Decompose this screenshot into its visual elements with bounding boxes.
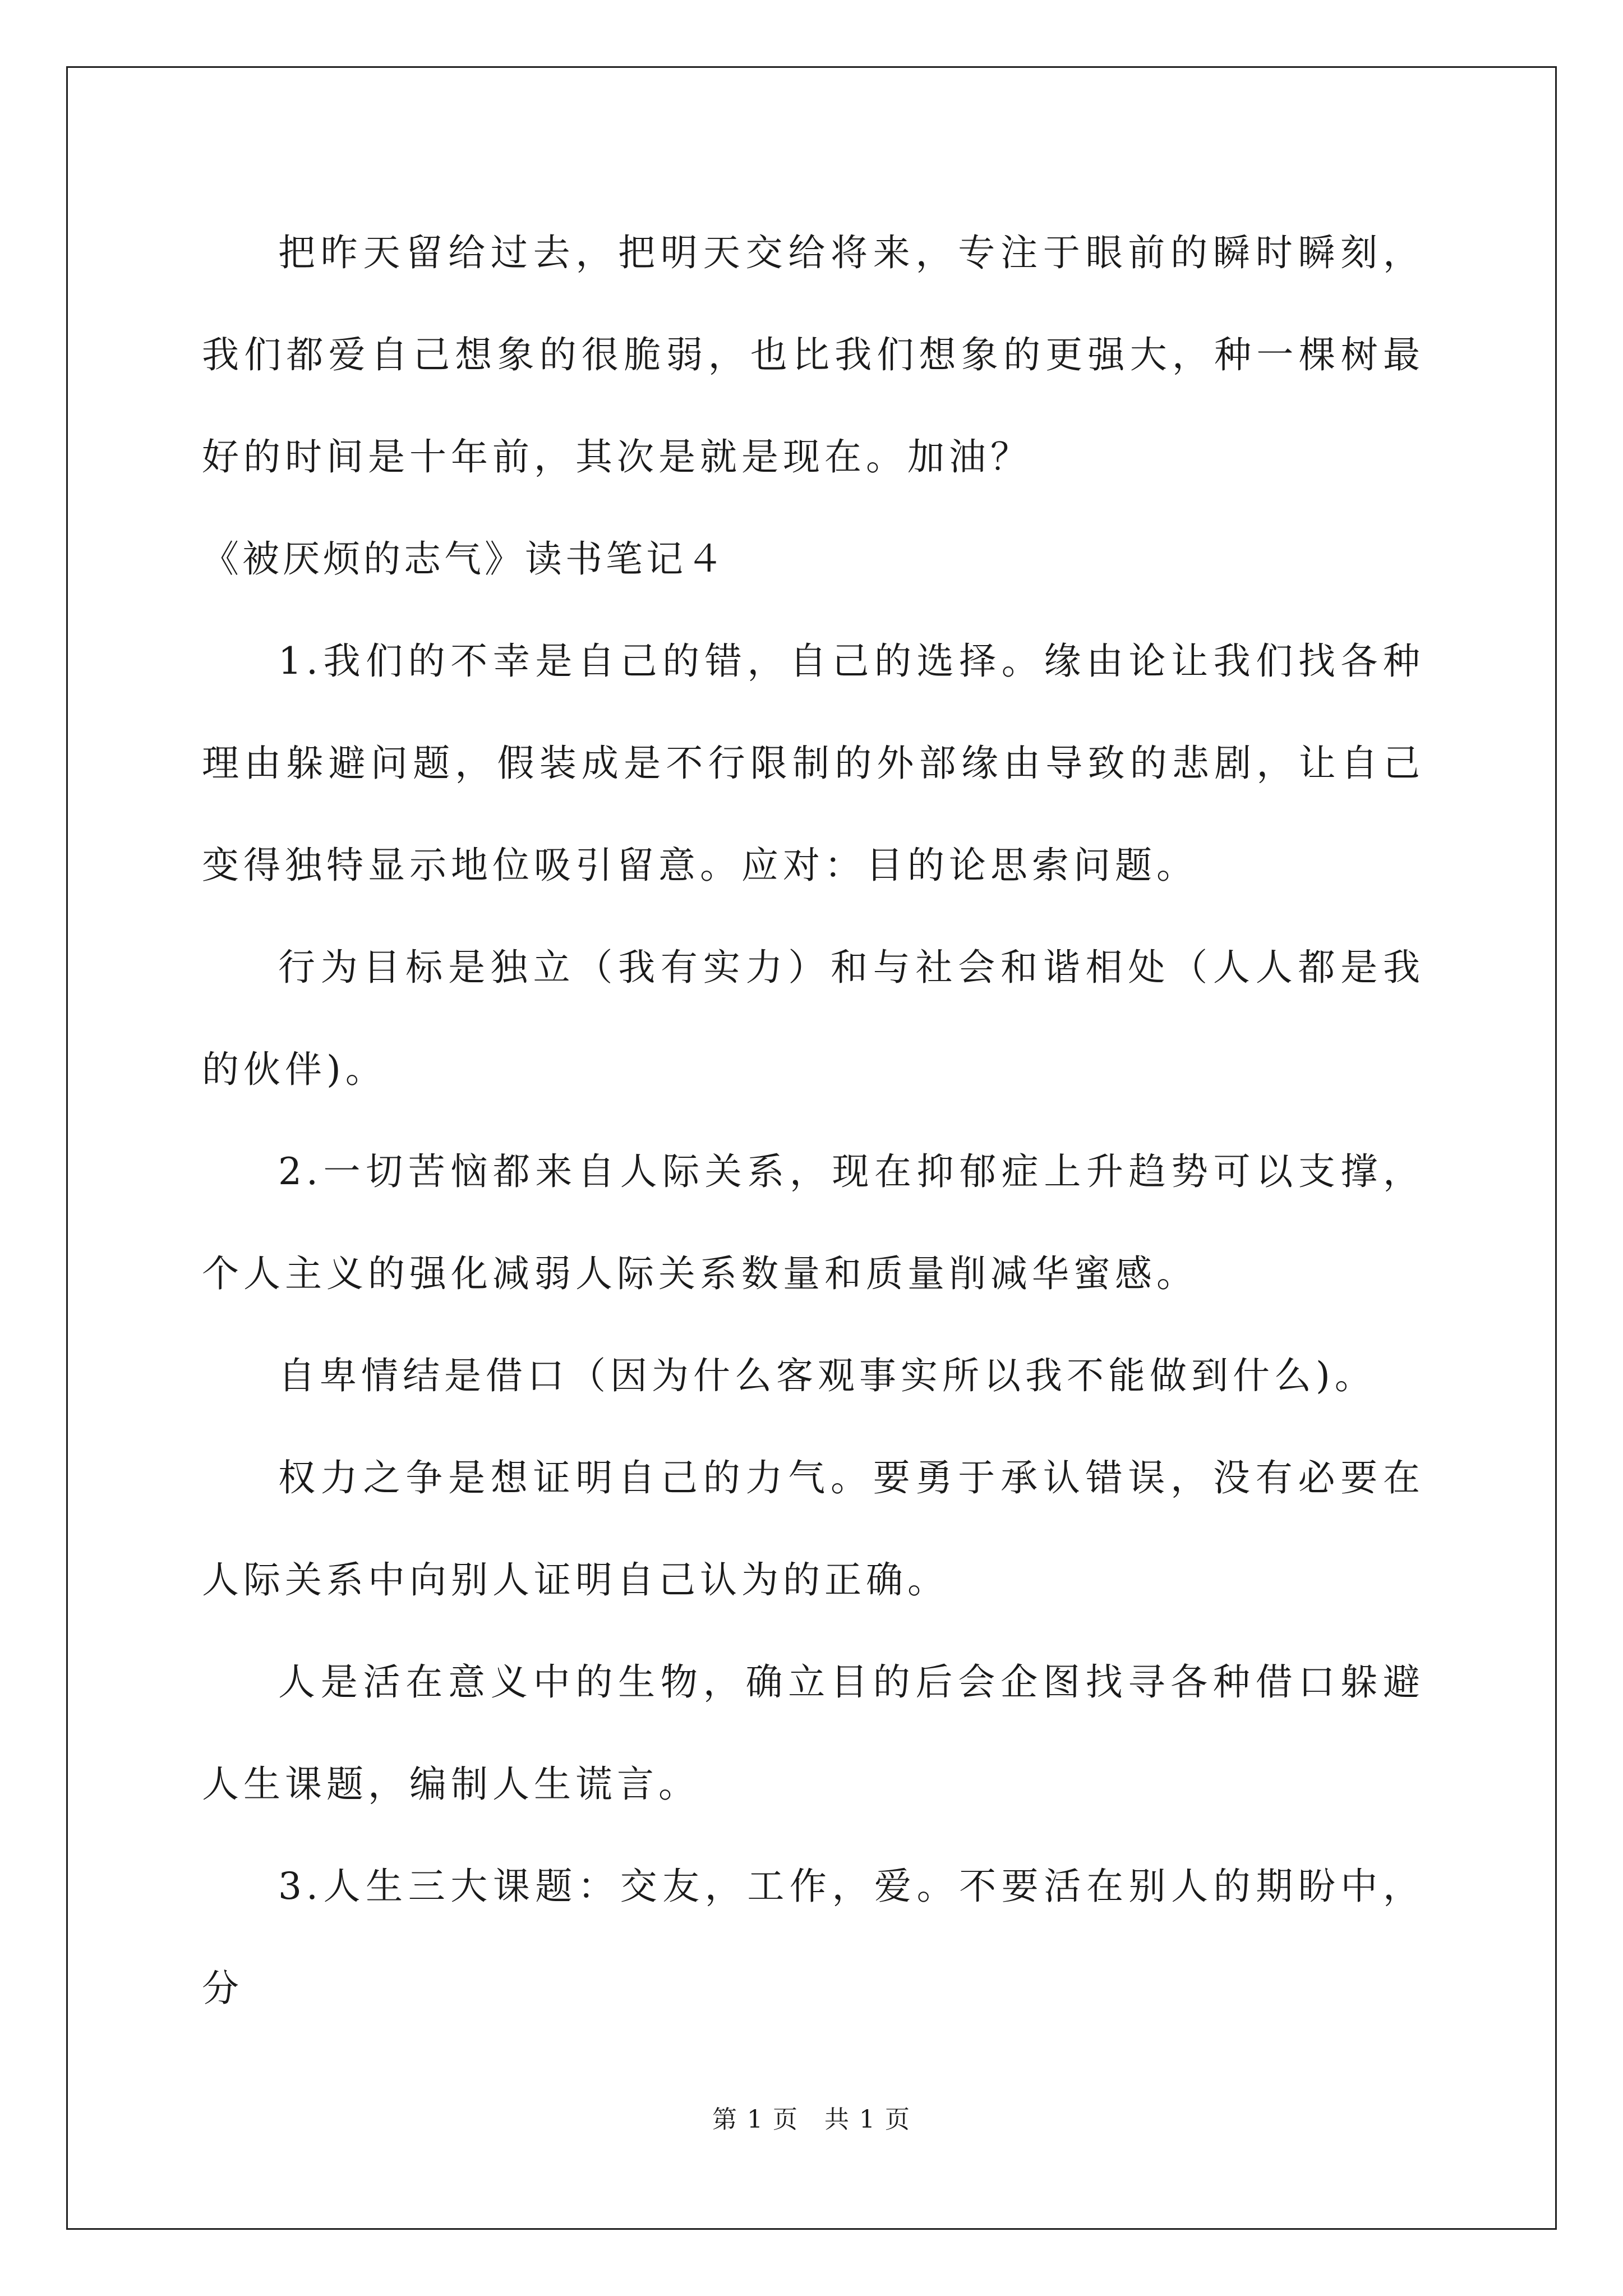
section-heading: 《被厌烦的志气》读书笔记４ (202, 537, 727, 581)
paragraph-power-struggle: 权力之争是想证明自己的力气。要勇于承认错误，没有必要在人际关系中向别人证明自己认为的正确。 (202, 1456, 1424, 1602)
page-number-footer: 第 1 页 共 1 页 (712, 2105, 911, 2134)
paragraph-inferiority: 自卑情结是借口（因为什么客观事实所以我不能做到什么)。 (278, 1354, 1376, 1397)
document-body (202, 202, 1424, 2040)
paragraph-behavior-goals: 行为目标是独立（我有实力）和与社会和谐相处（人人都是我的伙伴)。 (202, 946, 1424, 1091)
paragraph-meaning: 人是活在意义中的生物，确立目的后会企图找寻各种借口躲避人生课题，编制人生谎言。 (202, 1660, 1424, 1806)
paragraph-intro: 把昨天留给过去，把明天交给将来，专注于眼前的瞬时瞬刻，我们都爱自己想象的很脆弱，也比我们想象的更强大，种一棵树最好的时间是十年前，其次是就是现在。加油？ (202, 231, 1424, 478)
paragraph-point-3: 3.人生三大课题：交友，工作，爱。不要活在别人的期盼中，分 (202, 1865, 1424, 2010)
paragraph-point-1: 1.我们的不幸是自己的错，自己的选择。缘由论让我们找各种理由躲避问题，假装成是不行限制的外部缘由导致的悲剧，让自己变得独特显示地位吸引留意。应对：目的论思索问题。 (202, 639, 1424, 887)
paragraph-point-2: 2.一切苦恼都来自人际关系，现在抑郁症上升趋势可以支撑，个人主义的强化减弱人际关系数量和质量削减华蜜感。 (202, 1150, 1424, 1295)
